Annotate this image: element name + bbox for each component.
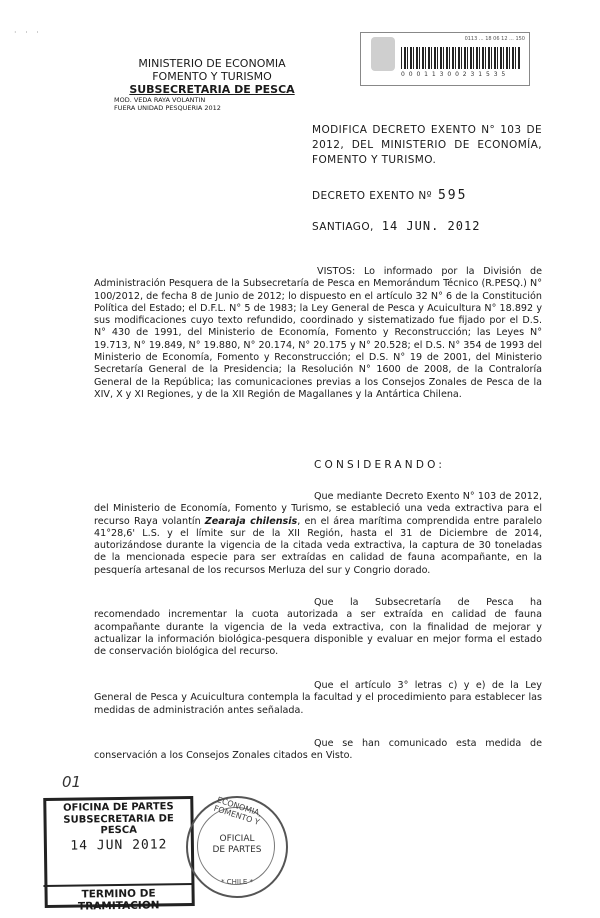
stamp-date: 14 JUN 2012 [70, 837, 168, 854]
seal-icon [371, 37, 395, 71]
seal-bottom-text: * CHILE * [221, 878, 253, 886]
p2-text: Que la Subsecretaría de Pesca ha recomendado incrementar la cuota autorizada a ser extraída en calidad de fauna acompañante durante la vigencia de la veda extractiva, con la finalidad de mejorar y actualizar la información biológica-pesquera disponible y evaluar en mejor forma el estado de conservación biológica del recurso. [94, 597, 542, 658]
decree-number-line [312, 188, 467, 203]
p1-text-b: , en el área marítima comprendida entre paralelo 41°28,6' L.S. y el límite sur de la XII Región, hasta el 31 de Diciembre de 2014, autorizándose durante la vigencia de la citada veda extractiva, la captura de 30 toneladas de la mencionada especie para ser extraídas en calidad de fauna acompañante, en la pesquería artesanal de los recursos Merluza del sur y Congrio dorado. [94, 515, 543, 576]
vistos-paragraph [94, 266, 542, 401]
subsecretaria-name: SUBSECRETARIA DE PESCA [129, 83, 295, 96]
ministry-name: MINISTERIO DE ECONOMIA [138, 57, 286, 70]
stamp-office-line: OFICINA DE PARTES [63, 801, 174, 814]
oficina-partes-stamp [43, 796, 195, 913]
species-name: Zearaja chilensis [204, 515, 298, 527]
place-date-line [312, 219, 480, 233]
seal-center [188, 834, 286, 856]
p3-text: Que el artículo 3° letras c) y e) de la Ley General de Pesca y Acuicultura contempla la facultad y el procedimiento para establecer las medidas de administración antes señalada. [94, 680, 542, 716]
barcode-number: 0 0 0 1 1 3 0 0 2 3 1 5 3 5 [401, 71, 507, 78]
barcode-sticker [360, 32, 530, 86]
considerando-p1 [94, 491, 542, 577]
ministry-subtitle: FOMENTO Y TURISMO [152, 70, 272, 83]
p1-text-a: Que mediante Decreto Exento N° 103 de 2012, del Ministerio de Economía, Fomento y Turismo, se estableció una veda extractiva para el recurso Raya volantín [94, 491, 542, 527]
scan-marks: · · · [14, 28, 42, 37]
barcode-top-text: 0113 ... 18 06 12 ... 150 [464, 36, 525, 42]
decree-number: 595 [437, 188, 468, 203]
header-ref-1: MOD. VEDA RAYA VOLANTIN [114, 96, 206, 104]
stamp-subsecretaria-line: SUBSECRETARIA DE PESCA [63, 813, 174, 837]
seal-center-line-1: OFICIAL [219, 834, 255, 844]
seal-center-line-2: DE PARTES [212, 845, 262, 855]
decree-reference: MODIFICA DECRETO EXENTO N° 103 DE 2012, DEL MINISTERIO DE ECONOMÍA, FOMENTO Y TURISMO. [312, 124, 542, 166]
ministry-header [112, 57, 312, 112]
vistos-text: Lo informado por la División de Administración Pesquera de la Subsecretaría de Pesca en Memorándum Técnico (R.PESQ.) N° 100/2012, de fecha 8 de Junio de 2012; lo dispuesto en el artículo 32 N° 6 de la Constitución Política del Estado; el D.F.L. N° 5 de 1983; la Ley General de Pesca y Acuicultura N° 18.892 y sus modificaciones cuyo texto refundido, coordinado y sistematizado fue fijado por el D.S. N° 430 de 1991, del Ministerio de Economía, Fomento y Reconstrucción; las Leyes N° 19.713, N° 19.849, N° 19.880, N° 20.174, N° 20.175 y N° 20.528; el D.S. N° 354 de 1993 del Ministerio de Economía, Fomento y Reconstrucción; el D.S. N° 19 de 2001, del Ministerio Secretaría General de la Presidencia; la Resolución N° 1600 de 2008, de la Contraloría General de la República; las comunicaciones previas a los Consejos Zonales de Pesca de la XIV, X y XI Regiones, y de la XII Región de Magallanes y la Antártica Chilena. [94, 266, 542, 400]
decree-label: DECRETO EXENTO Nº [312, 190, 432, 202]
considerando-heading: CONSIDERANDO: [314, 459, 446, 471]
stamp-termino: TERMINO DE TRAMITACION [43, 883, 193, 913]
vistos-lead: VISTOS: [317, 266, 356, 277]
considerando-p2 [94, 597, 542, 658]
considerando-p4 [94, 738, 542, 763]
handwritten-mark: 01 [62, 773, 82, 791]
considerando-p3 [94, 680, 542, 717]
place: SANTIAGO, [312, 221, 374, 233]
decree-date: 14 JUN. 2012 [381, 219, 481, 233]
barcode-bars [401, 47, 521, 69]
seal-top-text: ECONOMIA, FOMENTO Y [212, 795, 263, 827]
header-ref-2: FUERA UNIDAD PESQUERIA 2012 [114, 104, 221, 112]
p4-text: Que se han comunicado esta medida de conservación a los Consejos Zonales citados en Visto. [94, 738, 542, 762]
oficial-partes-seal [186, 796, 288, 898]
